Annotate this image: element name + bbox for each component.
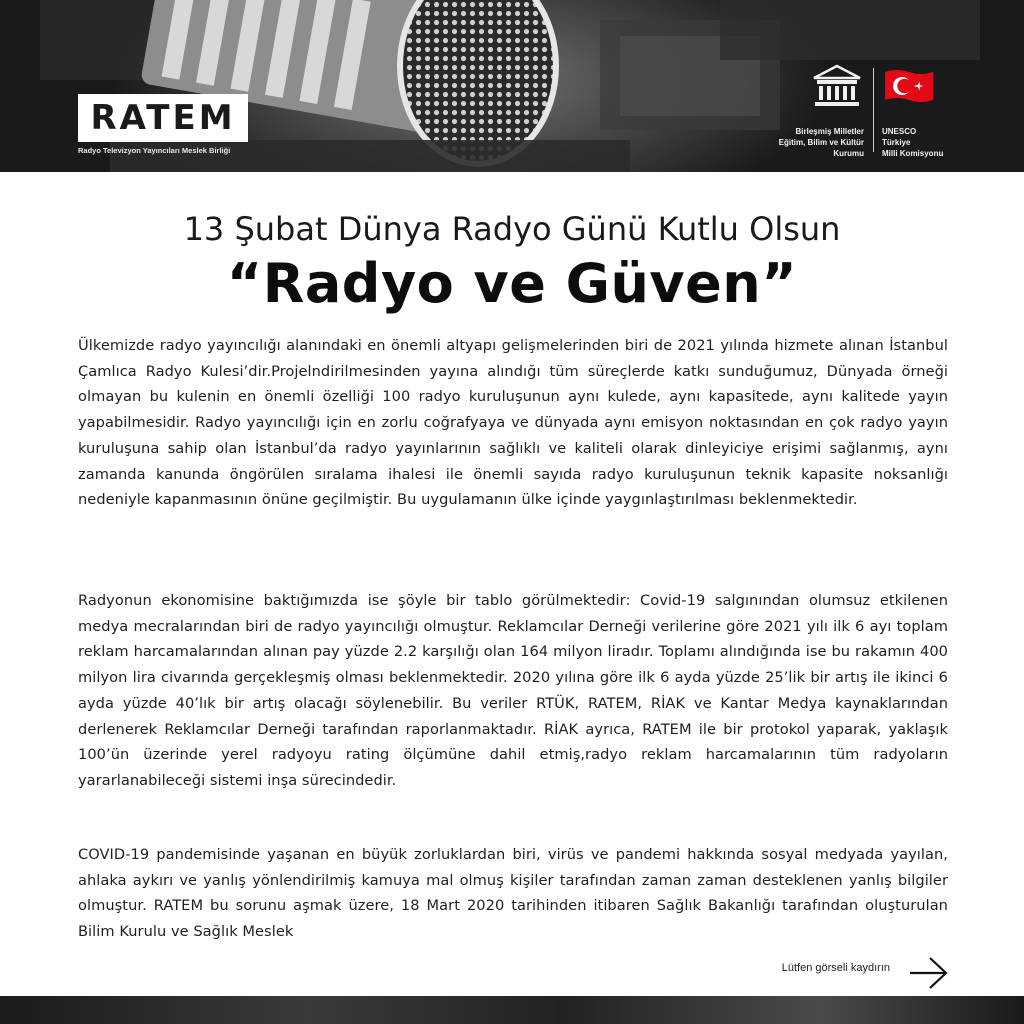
turkish-flag-icon (883, 68, 935, 104)
swipe-hint: Lütfen görseli kaydırın (781, 962, 890, 974)
commission-line: UNESCO (882, 127, 917, 136)
footer-image-strip (0, 996, 1024, 1024)
ratem-logo (78, 94, 248, 142)
unesco-org-line: Birleşmiş Milletler (795, 127, 864, 136)
unesco-organization-name (760, 126, 864, 159)
page-subtitle: 13 Şubat Dünya Radyo Günü Kutlu Olsun (183, 210, 841, 248)
commission-line: Türkiye (882, 138, 911, 147)
body-paragraph: COVID-19 pandemisinde yaşanan en büyük zorluklardan biri, virüs ve pandemi hakkında sosyal medyada yayılan, ahlaka aykırı ve yanlış yönlendirilmiş kamuya mal olmuş kişiler tarafından zaman zaman desteklenen yanlış bilgiler olmuştur. RATEM bu sorunu aşmak üzere, 18 Mart 2020 tarihinden itibaren Sağlık Bakanlığı tarafından oluşturulan Bilim Kurulu ve Sağlık Meslek (78, 846, 948, 941)
ratem-logo-text: RATEM (90, 98, 236, 138)
ratem-logo-subtitle: Radyo Televizyon Yayıncıları Meslek Birliği (78, 146, 231, 155)
unesco-org-line: Kurumu (833, 149, 864, 158)
arrow-right-icon[interactable] (908, 955, 950, 991)
unesco-org-line: Eğitim, Bilim ve Kültür (778, 138, 864, 147)
commission-line: Milli Komisyonu (882, 149, 944, 158)
unesco-turkey-commission (882, 126, 962, 159)
body-paragraph: Radyonun ekonomisine baktığımızda ise şöyle bir tablo görülmektedir: Covid-19 salgınından olumsuz etkilenen medya mecralarından biri de radyo yayıncılığı olmuştur. Reklamcılar Derneği verilerine göre 2021 yılı ilk 6 ayı toplam reklam harcamalarından alınan pay yüzde 2.2 karşılığı olan 164 milyon liradır. Toplamı alındığında ise bu rakamın 400 milyon lira civarında gerçekleşmiş olması beklenmektedir. 2020 yılına göre ilk 6 ayda yüzde 25’lik bir artış ile ikinci 6 ayda yüzde 40’lık bir artış olacağı söylenebilir. Bu veriler RTÜK, RATEM, RİAK ve Kantar Medya kaynaklarından derlenerek Reklamcılar Derneği tarafından raporlanmaktadır. RİAK ayrıca, RATEM ile bir protokol yaparak, yaklaşık 100’ün üzerinde yerel radyoyu rating ölçümüne dahil etmiş,radyo reklam harcamalarının tüm radyoların yararlanabileceği sistemi inşa sürecindedir. (78, 592, 948, 789)
logo-divider (873, 68, 874, 152)
unesco-temple-icon (812, 64, 862, 108)
page-title: “Radyo ve Güven” (226, 252, 798, 315)
body-paragraph: Ülkemizde radyo yayıncılığı alanındaki en önemli altyapı gelişmelerinden biri de 2021 yılında hizmete alınan İstanbul Çamlıca Radyo Kulesi’dir.Projelndirilmesinden yayına alındığı tüm süreçlerde katkı sunduğumuz, Dünyada örneği olmayan bu kulenin en önemli özelliği 100 radyo kuruluşunun aynı kulede, aynı kapasitede, aynı kalitede yayın yapabilmesidir. Radyo yayıncılığı için en zorlu coğrafyaya ve dünyada aynı emisyon noktasından en çok radyo yayın kuruluşuna sahip olan İstanbul’da radyo yayınlarının sağlıklı ve kaliteli olarak dinleyiciye erişimi sağlanmış, aynı zamanda kanunda öngörülen sıralama ihalesi ile önemli sayıda radyo kuruluşunun teknik kapasite noksanlığı nedeniyle kapanmasının önüne geçilmiştir. Bu uygulamanın ülke içinde yaygınlaştırılması beklenmektedir. (78, 337, 948, 509)
header-banner (0, 0, 1024, 172)
